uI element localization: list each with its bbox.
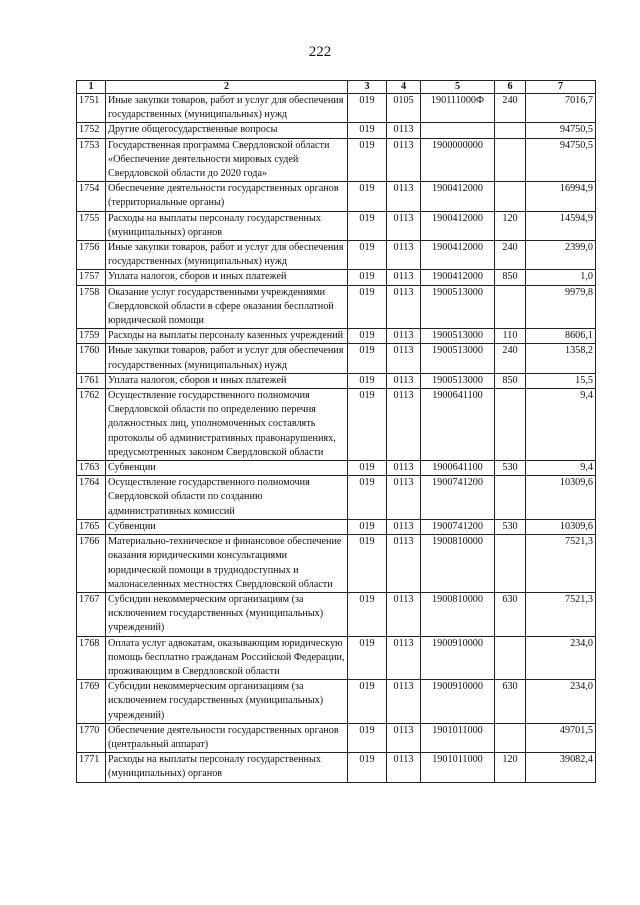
table-row xyxy=(77,329,596,344)
target-article-code: 1900741200 xyxy=(421,519,495,534)
expense-type-code: 240 xyxy=(495,241,526,270)
target-article-code: 1900641100 xyxy=(421,389,495,461)
table-row xyxy=(77,182,596,211)
section-code: 0113 xyxy=(387,535,421,593)
section-code: 0113 xyxy=(387,476,421,520)
amount: 94750,5 xyxy=(526,123,596,138)
expense-type-code xyxy=(495,138,526,182)
department-code: 019 xyxy=(348,636,387,680)
row-number: 1766 xyxy=(77,535,106,593)
amount: 14594,9 xyxy=(526,211,596,240)
expense-name: Субсидии некоммерческим организациям (за исключением государственных (муниципальных) учреждений) xyxy=(106,592,348,636)
expense-type-code: 850 xyxy=(495,373,526,388)
row-number: 1764 xyxy=(77,476,106,520)
expense-name: Субвенции xyxy=(106,461,348,476)
row-number: 1758 xyxy=(77,285,106,329)
amount: 10309,6 xyxy=(526,476,596,520)
department-code: 019 xyxy=(348,680,387,724)
section-code: 0113 xyxy=(387,211,421,240)
expense-name: Материально-техническое и финансовое обеспечение оказания юридическими консультациями юридической помощи в труднодоступных и малонаселенных местностях Свердловской области xyxy=(106,535,348,593)
table-row xyxy=(77,94,596,123)
section-code: 0113 xyxy=(387,241,421,270)
target-article-code: 190111000Ф xyxy=(421,94,495,123)
expense-name: Расходы на выплаты персоналу казенных учреждений xyxy=(106,329,348,344)
department-code: 019 xyxy=(348,753,387,782)
table-row xyxy=(77,241,596,270)
row-number: 1752 xyxy=(77,123,106,138)
table-row xyxy=(77,753,596,782)
expense-type-code: 240 xyxy=(495,94,526,123)
expense-type-code: 630 xyxy=(495,592,526,636)
expense-type-code xyxy=(495,723,526,752)
section-code: 0113 xyxy=(387,138,421,182)
table-row xyxy=(77,344,596,373)
row-number: 1751 xyxy=(77,94,106,123)
department-code: 019 xyxy=(348,94,387,123)
amount: 94750,5 xyxy=(526,138,596,182)
expense-type-code xyxy=(495,123,526,138)
row-number: 1767 xyxy=(77,592,106,636)
page-number: 222 xyxy=(308,44,332,60)
amount: 49701,5 xyxy=(526,723,596,752)
expense-name: Оплата услуг адвокатам, оказывающим юридическую помощь бесплатно гражданам Российской Федерации, проживающим в Свердловской области xyxy=(106,636,348,680)
expense-type-code: 850 xyxy=(495,270,526,285)
expense-name: Субсидии некоммерческим организациям (за исключением государственных (муниципальных) учреждений) xyxy=(106,680,348,724)
table-row xyxy=(77,636,596,680)
target-article-code: 1900910000 xyxy=(421,636,495,680)
column-header: 2 xyxy=(106,81,348,94)
amount: 234,0 xyxy=(526,680,596,724)
expense-name: Обеспечение деятельности государственных органов (территориальные органы) xyxy=(106,182,348,211)
column-header: 3 xyxy=(348,81,387,94)
department-code: 019 xyxy=(348,270,387,285)
row-number: 1755 xyxy=(77,211,106,240)
expense-type-code xyxy=(495,389,526,461)
expense-name: Уплата налогов, сборов и иных платежей xyxy=(106,373,348,388)
expense-name: Другие общегосударственные вопросы xyxy=(106,123,348,138)
expense-name: Иные закупки товаров, работ и услуг для обеспечения государственных (муниципальных) нужд xyxy=(106,94,348,123)
expense-name: Субвенции xyxy=(106,519,348,534)
expense-type-code: 120 xyxy=(495,211,526,240)
target-article-code: 1900412000 xyxy=(421,241,495,270)
department-code: 019 xyxy=(348,519,387,534)
target-article-code: 1900513000 xyxy=(421,344,495,373)
section-code: 0113 xyxy=(387,389,421,461)
amount: 9979,8 xyxy=(526,285,596,329)
target-article-code: 1900513000 xyxy=(421,285,495,329)
expense-type-code xyxy=(495,285,526,329)
target-article-code: 1900513000 xyxy=(421,373,495,388)
target-article-code: 1900513000 xyxy=(421,329,495,344)
section-code: 0113 xyxy=(387,270,421,285)
department-code: 019 xyxy=(348,592,387,636)
department-code: 019 xyxy=(348,123,387,138)
table-row xyxy=(77,270,596,285)
target-article-code: 1900810000 xyxy=(421,592,495,636)
expense-name: Государственная программа Свердловской области «Обеспечение деятельности мировых судей Свердловской области до 2020 года» xyxy=(106,138,348,182)
expense-name: Иные закупки товаров, работ и услуг для обеспечения государственных (муниципальных) нужд xyxy=(106,241,348,270)
expense-name: Осуществление государственного полномочия Свердловской области по определению перечня должностных лиц, уполномоченных составлять протоколы об административных правонарушениях, предусмотренных законом Свердловской области xyxy=(106,389,348,461)
row-number: 1753 xyxy=(77,138,106,182)
amount: 39082,4 xyxy=(526,753,596,782)
department-code: 019 xyxy=(348,344,387,373)
table-row xyxy=(77,723,596,752)
amount: 7016,7 xyxy=(526,94,596,123)
section-code: 0113 xyxy=(387,329,421,344)
target-article-code: 1900741200 xyxy=(421,476,495,520)
section-code: 0113 xyxy=(387,344,421,373)
department-code: 019 xyxy=(348,138,387,182)
row-number: 1756 xyxy=(77,241,106,270)
row-number: 1765 xyxy=(77,519,106,534)
column-header: 5 xyxy=(421,81,495,94)
amount: 1358,2 xyxy=(526,344,596,373)
section-code: 0113 xyxy=(387,182,421,211)
row-number: 1754 xyxy=(77,182,106,211)
target-article-code: 1900412000 xyxy=(421,211,495,240)
amount: 1,0 xyxy=(526,270,596,285)
section-code: 0113 xyxy=(387,461,421,476)
table-row xyxy=(77,476,596,520)
row-number: 1770 xyxy=(77,723,106,752)
department-code: 019 xyxy=(348,182,387,211)
expense-type-code xyxy=(495,636,526,680)
row-number: 1771 xyxy=(77,753,106,782)
department-code: 019 xyxy=(348,389,387,461)
expense-name: Иные закупки товаров, работ и услуг для обеспечения государственных (муниципальных) нужд xyxy=(106,344,348,373)
table-row xyxy=(77,373,596,388)
expense-name: Осуществление государственного полномочия Свердловской области по созданию административных комиссий xyxy=(106,476,348,520)
expense-type-code: 110 xyxy=(495,329,526,344)
table-row xyxy=(77,285,596,329)
row-number: 1768 xyxy=(77,636,106,680)
row-number: 1757 xyxy=(77,270,106,285)
amount: 15,5 xyxy=(526,373,596,388)
department-code: 019 xyxy=(348,329,387,344)
amount: 7521,3 xyxy=(526,535,596,593)
section-code: 0113 xyxy=(387,680,421,724)
expense-type-code xyxy=(495,535,526,593)
amount: 2399,0 xyxy=(526,241,596,270)
section-code: 0105 xyxy=(387,94,421,123)
department-code: 019 xyxy=(348,461,387,476)
column-header: 6 xyxy=(495,81,526,94)
department-code: 019 xyxy=(348,535,387,593)
section-code: 0113 xyxy=(387,636,421,680)
amount: 10309,6 xyxy=(526,519,596,534)
amount: 234,0 xyxy=(526,636,596,680)
table-row xyxy=(77,592,596,636)
table-row xyxy=(77,389,596,461)
department-code: 019 xyxy=(348,211,387,240)
target-article-code xyxy=(421,123,495,138)
table-row xyxy=(77,138,596,182)
table-row xyxy=(77,123,596,138)
row-number: 1763 xyxy=(77,461,106,476)
section-code: 0113 xyxy=(387,123,421,138)
expense-type-code: 630 xyxy=(495,680,526,724)
expense-type-code: 530 xyxy=(495,519,526,534)
expense-type-code: 120 xyxy=(495,753,526,782)
expense-type-code: 240 xyxy=(495,344,526,373)
expense-name: Обеспечение деятельности государственных органов (центральный аппарат) xyxy=(106,723,348,752)
table-row xyxy=(77,535,596,593)
expense-type-code xyxy=(495,476,526,520)
row-number: 1759 xyxy=(77,329,106,344)
department-code: 019 xyxy=(348,476,387,520)
expense-name: Уплата налогов, сборов и иных платежей xyxy=(106,270,348,285)
table-header-row xyxy=(77,81,596,94)
table-row xyxy=(77,461,596,476)
target-article-code: 1900910000 xyxy=(421,680,495,724)
target-article-code: 1901011000 xyxy=(421,753,495,782)
budget-table xyxy=(76,80,596,783)
row-number: 1761 xyxy=(77,373,106,388)
expense-type-code: 530 xyxy=(495,461,526,476)
amount: 8606,1 xyxy=(526,329,596,344)
section-code: 0113 xyxy=(387,592,421,636)
row-number: 1760 xyxy=(77,344,106,373)
expense-name: Оказание услуг государственными учреждениями Свердловской области в сфере оказания бесплатной юридической помощи xyxy=(106,285,348,329)
department-code: 019 xyxy=(348,723,387,752)
department-code: 019 xyxy=(348,241,387,270)
column-header: 7 xyxy=(526,81,596,94)
amount: 9,4 xyxy=(526,389,596,461)
column-header: 4 xyxy=(387,81,421,94)
section-code: 0113 xyxy=(387,519,421,534)
department-code: 019 xyxy=(348,373,387,388)
target-article-code: 1900641100 xyxy=(421,461,495,476)
section-code: 0113 xyxy=(387,285,421,329)
column-header: 1 xyxy=(77,81,106,94)
row-number: 1769 xyxy=(77,680,106,724)
expense-name: Расходы на выплаты персоналу государственных (муниципальных) органов xyxy=(106,211,348,240)
target-article-code: 1900000000 xyxy=(421,138,495,182)
target-article-code: 1900810000 xyxy=(421,535,495,593)
table-row xyxy=(77,211,596,240)
target-article-code: 1900412000 xyxy=(421,270,495,285)
department-code: 019 xyxy=(348,285,387,329)
amount: 16994,9 xyxy=(526,182,596,211)
expense-type-code xyxy=(495,182,526,211)
expense-name: Расходы на выплаты персоналу государственных (муниципальных) органов xyxy=(106,753,348,782)
section-code: 0113 xyxy=(387,753,421,782)
row-number: 1762 xyxy=(77,389,106,461)
section-code: 0113 xyxy=(387,373,421,388)
target-article-code: 1901011000 xyxy=(421,723,495,752)
table-row xyxy=(77,680,596,724)
target-article-code: 1900412000 xyxy=(421,182,495,211)
section-code: 0113 xyxy=(387,723,421,752)
amount: 9,4 xyxy=(526,461,596,476)
table-row xyxy=(77,519,596,534)
amount: 7521,3 xyxy=(526,592,596,636)
